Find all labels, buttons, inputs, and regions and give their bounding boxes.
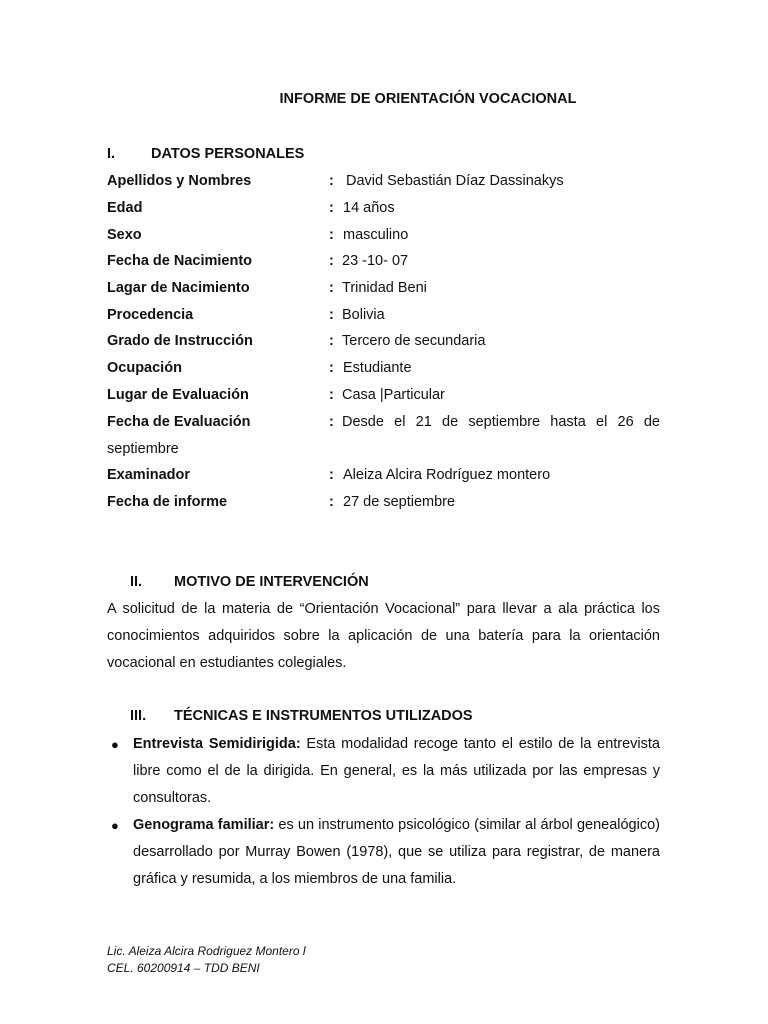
field-value: Bolivia <box>342 307 385 323</box>
field-colon: : <box>329 307 334 323</box>
section-number: II. <box>130 574 143 590</box>
field-colon: : <box>329 280 334 296</box>
list-item-text <box>133 812 660 893</box>
section-number: I. <box>107 146 116 162</box>
field-value: Aleiza Alcira Rodríguez montero <box>343 467 551 483</box>
field-label: Grado de Instrucción <box>107 333 253 349</box>
list-item-term: Genograma familiar: <box>133 817 275 833</box>
field-value: 27 de septiembre <box>343 494 456 510</box>
list-item <box>107 812 660 893</box>
section-title: DATOS PERSONALES <box>151 146 305 162</box>
field-label: Ocupación <box>107 360 182 376</box>
field-label: Lugar de Evaluación <box>107 387 249 403</box>
field-value: masculino <box>343 227 409 243</box>
field-label: Procedencia <box>107 307 194 323</box>
field-value: Desde el 21 de septiembre hasta el 26 de <box>342 414 660 430</box>
field-row <box>107 280 660 300</box>
field-colon: : <box>329 227 334 243</box>
field-colon: : <box>329 360 334 376</box>
field-row <box>107 253 660 273</box>
field-value: Trinidad Beni <box>342 280 427 296</box>
section-title: TÉCNICAS E INSTRUMENTOS UTILIZADOS <box>174 708 473 724</box>
list-item-text <box>133 731 660 812</box>
field-value-continuation: septiembre <box>107 441 179 457</box>
footer-line-2: CEL. 60200914 – TDD BENI <box>107 961 260 975</box>
field-label: Edad <box>107 200 143 216</box>
field-row <box>107 227 660 247</box>
field-row <box>107 307 660 327</box>
field-row <box>107 360 660 380</box>
field-label: Sexo <box>107 227 142 243</box>
field-row <box>107 333 660 353</box>
section-title: MOTIVO DE INTERVENCIÓN <box>174 574 369 590</box>
field-row <box>107 173 660 193</box>
list-item <box>107 731 660 812</box>
field-value: Casa |Particular <box>342 387 445 403</box>
field-colon: : <box>329 387 334 403</box>
footer <box>107 943 306 977</box>
field-colon: : <box>329 494 334 510</box>
field-label: Lagar de Nacimiento <box>107 280 250 296</box>
field-value: Estudiante <box>343 360 412 376</box>
field-row <box>107 414 660 434</box>
section-number: III. <box>130 708 147 724</box>
field-label: Examinador <box>107 467 190 483</box>
list-item-term: Entrevista Semidirigida: <box>133 736 301 752</box>
field-label: Apellidos y Nombres <box>107 173 252 189</box>
bullet-icon: ● <box>111 737 119 752</box>
document-title: INFORME DE ORIENTACIÓN VOCACIONAL <box>279 91 577 107</box>
field-colon: : <box>329 333 334 349</box>
footer-line-1: Lic. Aleiza Alcira Rodriguez Montero l <box>107 944 306 958</box>
field-colon: : <box>329 173 334 189</box>
field-label: Fecha de Evaluación <box>107 414 251 430</box>
list-item-description: es un instrumento psicológico (similar al árbol genealógico) desarrollado por Murray Bowen (1978), que se utiliza para registrar, de manera gráfica y resumida, a los miembros de una familia. <box>133 817 660 887</box>
list-item-description: Esta modalidad recoge tanto el estilo de la entrevista libre como el de la dirigida. En general, es la más utilizada por las empresas y consultoras. <box>133 736 660 806</box>
field-row <box>107 494 660 514</box>
field-value: David Sebastián Díaz Dassinakys <box>346 173 564 189</box>
field-label: Fecha de informe <box>107 494 228 510</box>
field-value: Tercero de secundaria <box>342 333 486 349</box>
field-colon: : <box>329 467 334 483</box>
field-row <box>107 387 660 407</box>
field-value: 23 -10- 07 <box>342 253 409 269</box>
field-colon: : <box>329 253 334 269</box>
field-colon: : <box>329 200 334 216</box>
field-colon: : <box>329 414 334 430</box>
field-row <box>107 200 660 220</box>
field-label: Fecha de Nacimiento <box>107 253 253 269</box>
bullet-icon: ● <box>111 818 119 833</box>
section-2-paragraph: A solicitud de la materia de “Orientación Vocacional” para llevar a ala práctica los conocimientos adquiridos sobre la aplicación de una batería para la orientación vocacional en estudiantes colegiales. <box>107 601 660 671</box>
field-row <box>107 467 660 487</box>
field-value: 14 años <box>343 200 395 216</box>
